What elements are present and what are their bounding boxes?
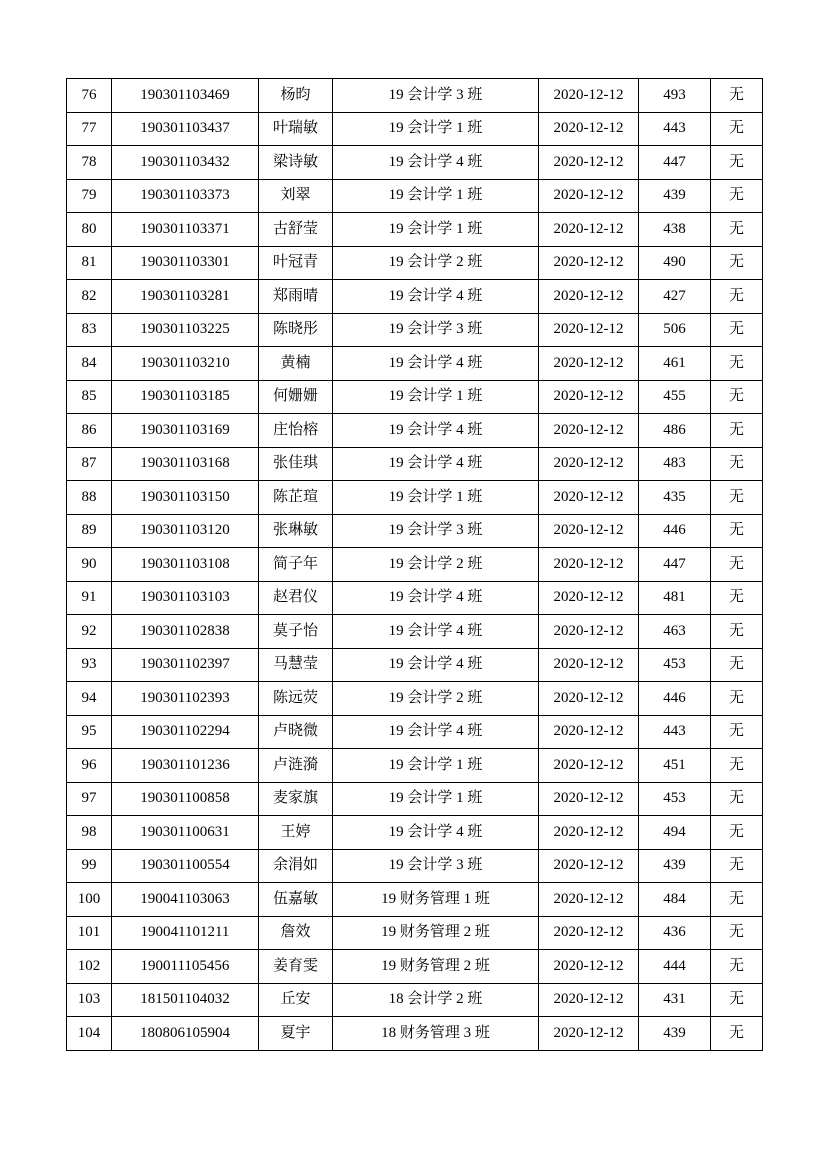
exam-date: 2020-12-12	[539, 849, 639, 883]
row-number: 80	[67, 213, 112, 247]
student-id: 190301103225	[112, 313, 259, 347]
class-name: 19 会计学 1 班	[333, 112, 539, 146]
student-id: 190301103281	[112, 280, 259, 314]
exam-date: 2020-12-12	[539, 447, 639, 481]
student-name: 夏宇	[259, 1017, 333, 1051]
student-id: 190301103169	[112, 414, 259, 448]
table-row	[67, 414, 763, 448]
student-name: 詹效	[259, 916, 333, 950]
student-name: 张琳敏	[259, 514, 333, 548]
student-id: 190041103063	[112, 883, 259, 917]
student-name: 古舒莹	[259, 213, 333, 247]
student-id: 190301103150	[112, 481, 259, 515]
note: 无	[711, 246, 763, 280]
note: 无	[711, 146, 763, 180]
class-name: 19 会计学 2 班	[333, 246, 539, 280]
table-row	[67, 1017, 763, 1051]
class-name: 19 会计学 4 班	[333, 615, 539, 649]
class-name: 19 会计学 3 班	[333, 313, 539, 347]
table-row	[67, 648, 763, 682]
table-row	[67, 983, 763, 1017]
student-id: 190301103103	[112, 581, 259, 615]
row-number: 103	[67, 983, 112, 1017]
student-id: 190301103301	[112, 246, 259, 280]
class-name: 19 会计学 4 班	[333, 648, 539, 682]
note: 无	[711, 179, 763, 213]
table-row	[67, 916, 763, 950]
row-number: 84	[67, 347, 112, 381]
table-row	[67, 715, 763, 749]
student-id: 190301100631	[112, 816, 259, 850]
note: 无	[711, 749, 763, 783]
student-id: 190301102393	[112, 682, 259, 716]
row-number: 91	[67, 581, 112, 615]
score: 484	[639, 883, 711, 917]
student-id: 190301103469	[112, 79, 259, 113]
exam-date: 2020-12-12	[539, 883, 639, 917]
class-name: 19 会计学 4 班	[333, 347, 539, 381]
student-name: 陈晓彤	[259, 313, 333, 347]
exam-date: 2020-12-12	[539, 581, 639, 615]
row-number: 98	[67, 816, 112, 850]
score: 453	[639, 782, 711, 816]
student-name: 余涓如	[259, 849, 333, 883]
exam-date: 2020-12-12	[539, 983, 639, 1017]
exam-date: 2020-12-12	[539, 548, 639, 582]
row-number: 99	[67, 849, 112, 883]
class-name: 18 财务管理 3 班	[333, 1017, 539, 1051]
score: 455	[639, 380, 711, 414]
score: 453	[639, 648, 711, 682]
exam-date: 2020-12-12	[539, 715, 639, 749]
table-row	[67, 883, 763, 917]
row-number: 100	[67, 883, 112, 917]
score: 444	[639, 950, 711, 984]
student-id: 190301103168	[112, 447, 259, 481]
class-name: 19 会计学 4 班	[333, 146, 539, 180]
student-id: 180806105904	[112, 1017, 259, 1051]
exam-date: 2020-12-12	[539, 682, 639, 716]
exam-date: 2020-12-12	[539, 816, 639, 850]
note: 无	[711, 1017, 763, 1051]
row-number: 93	[67, 648, 112, 682]
exam-date: 2020-12-12	[539, 112, 639, 146]
student-id: 190041101211	[112, 916, 259, 950]
table-row	[67, 816, 763, 850]
table-row	[67, 749, 763, 783]
table-row	[67, 514, 763, 548]
exam-date: 2020-12-12	[539, 648, 639, 682]
score: 494	[639, 816, 711, 850]
row-number: 83	[67, 313, 112, 347]
note: 无	[711, 347, 763, 381]
class-name: 19 会计学 3 班	[333, 514, 539, 548]
score: 463	[639, 615, 711, 649]
class-name: 19 会计学 4 班	[333, 447, 539, 481]
student-name: 卢涟漪	[259, 749, 333, 783]
score: 446	[639, 682, 711, 716]
row-number: 79	[67, 179, 112, 213]
note: 无	[711, 481, 763, 515]
note: 无	[711, 883, 763, 917]
row-number: 85	[67, 380, 112, 414]
table-row	[67, 313, 763, 347]
score: 451	[639, 749, 711, 783]
student-name: 何姗姗	[259, 380, 333, 414]
row-number: 104	[67, 1017, 112, 1051]
student-name: 马慧莹	[259, 648, 333, 682]
row-number: 88	[67, 481, 112, 515]
score: 443	[639, 715, 711, 749]
student-id: 190301103108	[112, 548, 259, 582]
exam-date: 2020-12-12	[539, 414, 639, 448]
row-number: 86	[67, 414, 112, 448]
student-name: 赵君仪	[259, 581, 333, 615]
student-id: 190011105456	[112, 950, 259, 984]
note: 无	[711, 380, 763, 414]
note: 无	[711, 916, 763, 950]
row-number: 92	[67, 615, 112, 649]
table-row	[67, 179, 763, 213]
note: 无	[711, 313, 763, 347]
student-name: 张佳琪	[259, 447, 333, 481]
exam-date: 2020-12-12	[539, 313, 639, 347]
note: 无	[711, 548, 763, 582]
note: 无	[711, 950, 763, 984]
table-row	[67, 280, 763, 314]
student-id: 190301102294	[112, 715, 259, 749]
class-name: 19 会计学 3 班	[333, 79, 539, 113]
table-row	[67, 246, 763, 280]
score-table-body	[67, 79, 763, 1051]
score: 431	[639, 983, 711, 1017]
row-number: 90	[67, 548, 112, 582]
score-table	[66, 78, 763, 1051]
exam-date: 2020-12-12	[539, 79, 639, 113]
exam-date: 2020-12-12	[539, 380, 639, 414]
class-name: 18 会计学 2 班	[333, 983, 539, 1017]
note: 无	[711, 682, 763, 716]
student-name: 梁诗敏	[259, 146, 333, 180]
student-id: 190301103210	[112, 347, 259, 381]
exam-date: 2020-12-12	[539, 246, 639, 280]
table-row	[67, 79, 763, 113]
score: 439	[639, 1017, 711, 1051]
class-name: 19 会计学 1 班	[333, 782, 539, 816]
student-id: 190301103120	[112, 514, 259, 548]
note: 无	[711, 849, 763, 883]
exam-date: 2020-12-12	[539, 179, 639, 213]
score: 506	[639, 313, 711, 347]
note: 无	[711, 79, 763, 113]
row-number: 95	[67, 715, 112, 749]
score: 447	[639, 548, 711, 582]
note: 无	[711, 447, 763, 481]
row-number: 87	[67, 447, 112, 481]
class-name: 19 财务管理 2 班	[333, 916, 539, 950]
exam-date: 2020-12-12	[539, 615, 639, 649]
class-name: 19 会计学 1 班	[333, 481, 539, 515]
student-id: 190301103371	[112, 213, 259, 247]
row-number: 76	[67, 79, 112, 113]
score: 446	[639, 514, 711, 548]
score: 493	[639, 79, 711, 113]
class-name: 19 财务管理 1 班	[333, 883, 539, 917]
note: 无	[711, 213, 763, 247]
score: 439	[639, 849, 711, 883]
row-number: 82	[67, 280, 112, 314]
student-id: 190301103432	[112, 146, 259, 180]
class-name: 19 财务管理 2 班	[333, 950, 539, 984]
note: 无	[711, 615, 763, 649]
exam-date: 2020-12-12	[539, 481, 639, 515]
class-name: 19 会计学 4 班	[333, 715, 539, 749]
student-id: 181501104032	[112, 983, 259, 1017]
row-number: 96	[67, 749, 112, 783]
table-row	[67, 682, 763, 716]
student-name: 杨昀	[259, 79, 333, 113]
row-number: 101	[67, 916, 112, 950]
table-row	[67, 112, 763, 146]
exam-date: 2020-12-12	[539, 347, 639, 381]
row-number: 77	[67, 112, 112, 146]
note: 无	[711, 514, 763, 548]
note: 无	[711, 648, 763, 682]
table-row	[67, 213, 763, 247]
exam-date: 2020-12-12	[539, 280, 639, 314]
class-name: 19 会计学 4 班	[333, 280, 539, 314]
exam-date: 2020-12-12	[539, 146, 639, 180]
exam-date: 2020-12-12	[539, 749, 639, 783]
exam-date: 2020-12-12	[539, 782, 639, 816]
student-id: 190301100858	[112, 782, 259, 816]
note: 无	[711, 581, 763, 615]
note: 无	[711, 816, 763, 850]
score: 490	[639, 246, 711, 280]
score: 435	[639, 481, 711, 515]
student-id: 190301100554	[112, 849, 259, 883]
class-name: 19 会计学 4 班	[333, 816, 539, 850]
student-id: 190301102838	[112, 615, 259, 649]
row-number: 94	[67, 682, 112, 716]
class-name: 19 会计学 2 班	[333, 682, 539, 716]
row-number: 89	[67, 514, 112, 548]
score: 427	[639, 280, 711, 314]
student-name: 叶瑞敏	[259, 112, 333, 146]
score: 481	[639, 581, 711, 615]
student-id: 190301103185	[112, 380, 259, 414]
student-id: 190301102397	[112, 648, 259, 682]
table-row	[67, 782, 763, 816]
student-name: 王婷	[259, 816, 333, 850]
table-row	[67, 347, 763, 381]
table-row	[67, 447, 763, 481]
student-name: 莫子怡	[259, 615, 333, 649]
exam-date: 2020-12-12	[539, 213, 639, 247]
row-number: 78	[67, 146, 112, 180]
class-name: 19 会计学 3 班	[333, 849, 539, 883]
student-id: 190301103373	[112, 179, 259, 213]
score: 486	[639, 414, 711, 448]
student-name: 郑雨晴	[259, 280, 333, 314]
row-number: 102	[67, 950, 112, 984]
note: 无	[711, 715, 763, 749]
student-name: 伍嘉敏	[259, 883, 333, 917]
student-name: 黄楠	[259, 347, 333, 381]
class-name: 19 会计学 1 班	[333, 213, 539, 247]
table-row	[67, 380, 763, 414]
row-number: 97	[67, 782, 112, 816]
class-name: 19 会计学 2 班	[333, 548, 539, 582]
table-row	[67, 146, 763, 180]
table-row	[67, 548, 763, 582]
score: 443	[639, 112, 711, 146]
student-name: 简子年	[259, 548, 333, 582]
note: 无	[711, 414, 763, 448]
student-name: 庄怡榕	[259, 414, 333, 448]
table-row	[67, 581, 763, 615]
class-name: 19 会计学 1 班	[333, 179, 539, 213]
note: 无	[711, 782, 763, 816]
table-row	[67, 615, 763, 649]
table-row	[67, 849, 763, 883]
note: 无	[711, 280, 763, 314]
class-name: 19 会计学 4 班	[333, 414, 539, 448]
student-name: 姜育雯	[259, 950, 333, 984]
score: 439	[639, 179, 711, 213]
note: 无	[711, 983, 763, 1017]
student-name: 麦家旗	[259, 782, 333, 816]
score: 447	[639, 146, 711, 180]
table-row	[67, 950, 763, 984]
class-name: 19 会计学 4 班	[333, 581, 539, 615]
student-name: 叶冠青	[259, 246, 333, 280]
score: 461	[639, 347, 711, 381]
exam-date: 2020-12-12	[539, 514, 639, 548]
student-name: 陈远荧	[259, 682, 333, 716]
student-name: 陈芷瑄	[259, 481, 333, 515]
class-name: 19 会计学 1 班	[333, 380, 539, 414]
row-number: 81	[67, 246, 112, 280]
exam-date: 2020-12-12	[539, 1017, 639, 1051]
student-id: 190301101236	[112, 749, 259, 783]
score: 436	[639, 916, 711, 950]
student-name: 刘翠	[259, 179, 333, 213]
exam-date: 2020-12-12	[539, 950, 639, 984]
student-id: 190301103437	[112, 112, 259, 146]
exam-date: 2020-12-12	[539, 916, 639, 950]
note: 无	[711, 112, 763, 146]
table-row	[67, 481, 763, 515]
score: 483	[639, 447, 711, 481]
class-name: 19 会计学 1 班	[333, 749, 539, 783]
student-name: 丘安	[259, 983, 333, 1017]
score: 438	[639, 213, 711, 247]
student-name: 卢晓微	[259, 715, 333, 749]
